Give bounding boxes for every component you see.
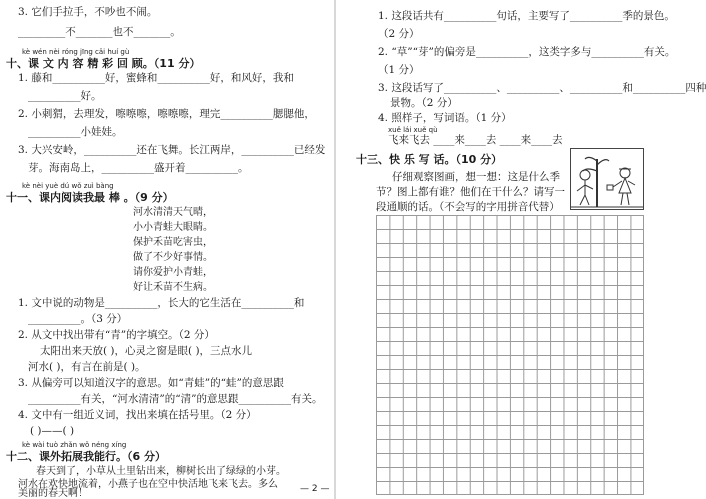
s12-para-line: 美丽的春天啊！ — [18, 488, 88, 499]
writing-grid[interactable] — [376, 215, 644, 495]
r-q1-score: （2 分） — [378, 28, 420, 40]
poem-line: 河水清清天气晴， — [133, 207, 213, 218]
s10-q1b: __________好。 — [28, 90, 102, 102]
s11-pinyin: kè nèi yuè dú wǒ zuì bàng — [22, 182, 114, 190]
r-q3: 3. 这段话写了__________、__________、__________和__________四种 — [378, 82, 706, 94]
poem-line: 小小青蛙大眼睛。 — [133, 222, 213, 233]
spring-illustration — [570, 148, 644, 210]
s12-para-line: 河水在欢快地流着，小燕子也在空中快活地飞来飞去。多么 — [18, 479, 278, 490]
r-q2: 2. “草”“芽”的偏旁是__________，这类字多与__________有关。 — [378, 46, 676, 58]
s13-prompt-line: 段通顺的话。（不会写的字用拼音代替） — [376, 201, 560, 213]
book-spine — [334, 0, 336, 499]
poem-line: 做了不少好事情。 — [133, 252, 213, 263]
s11-q2b: 河水( )，有言在前是( )。 — [28, 361, 146, 373]
s13-prompt-line: 节？图上都有谁？他们在干什么？请写一 — [376, 186, 565, 198]
s13-title: 十三、快 乐 写 话。（10 分） — [356, 153, 503, 166]
r-q4: 4. 照样子，写词语。（1 分） — [378, 112, 512, 124]
poem-line: 好让禾苗不生病。 — [133, 282, 213, 293]
s11-q3b: __________有关，“河水清清”的“清”的意思跟__________有关。 — [28, 393, 323, 405]
s12-pinyin: kè wài tuò zhǎn wǒ néng xíng — [22, 441, 127, 449]
s9-q3: 3. 它们手拉手，不吵也不闹。 — [18, 6, 158, 18]
s10-q3b: 芽。海南岛上，__________盛开着__________。 — [28, 162, 249, 174]
s10-q2a: 2. 小刺猬，去理发，嚓嚓嚓，嚓嚓嚓，理完__________腮腮他， — [18, 108, 315, 120]
s10-title: 十、课 文 内 容 精 彩 回 顾。（11 分） — [6, 57, 201, 70]
s9-q3-blanks: _________不_______也不_______。 — [18, 26, 181, 38]
r-q4a: 飞来飞去 ____来____去 ____来____去 — [388, 134, 563, 146]
s12-title: 十二、课外拓展我能行。（6 分） — [6, 450, 166, 463]
children-planting-icon — [571, 149, 643, 209]
page-number: — 2 — — [300, 484, 330, 494]
r-q1: 1. 这段话共有__________句话，主要写了__________季的景色。 — [378, 10, 675, 22]
poem-line: 请你爱护小青蛙， — [133, 267, 213, 278]
s11-q2a: 太阳出来天放( )，心灵之窗是眼( )，三点水儿 — [40, 345, 253, 357]
poem-line: 保护禾苗吃害虫， — [133, 237, 213, 248]
s11-q4: 4. 文中有一组近义词，找出来填在括号里。（2 分） — [18, 409, 257, 421]
s11-title: 十一、课内阅读我最 棒 。（9 分） — [6, 191, 174, 204]
r-q2-score: （1 分） — [378, 64, 420, 76]
s10-q1a: 1. 藤和__________好，蜜蜂和__________好，和风好，我和 — [18, 72, 294, 84]
r-q3b: 景物。（2 分） — [390, 97, 458, 109]
s11-q1a: 1. 文中说的动物是__________，长大的它生活在__________和 — [18, 297, 305, 309]
s10-q3a: 3. 大兴安岭，__________还在飞舞。长江两岸，__________已经发 — [18, 144, 326, 156]
s13-prompt-line: 仔细观察图画，想一想：这是什么季 — [392, 171, 560, 183]
s10-q2b: __________小娃娃。 — [28, 126, 123, 138]
s11-q2: 2. 从文中找出带有“青”的字填空。（2 分） — [18, 329, 215, 341]
s11-q4a: ( )——( ) — [30, 425, 75, 437]
s10-pinyin: kè wén nèi róng jīng cǎi huí gù — [22, 48, 130, 56]
s11-q1b: __________。（3 分） — [28, 313, 128, 325]
s11-q3a: 3. 从偏旁可以知道汉字的意思。如“青蛙”的“蛙”的意思跟 — [18, 377, 284, 389]
s12-para-line: 春天到了，小草从土里钻出来，柳树长出了绿绿的小芽。 — [36, 466, 286, 477]
r-q4-pinyin: xuě lái xuě qù — [388, 126, 438, 134]
